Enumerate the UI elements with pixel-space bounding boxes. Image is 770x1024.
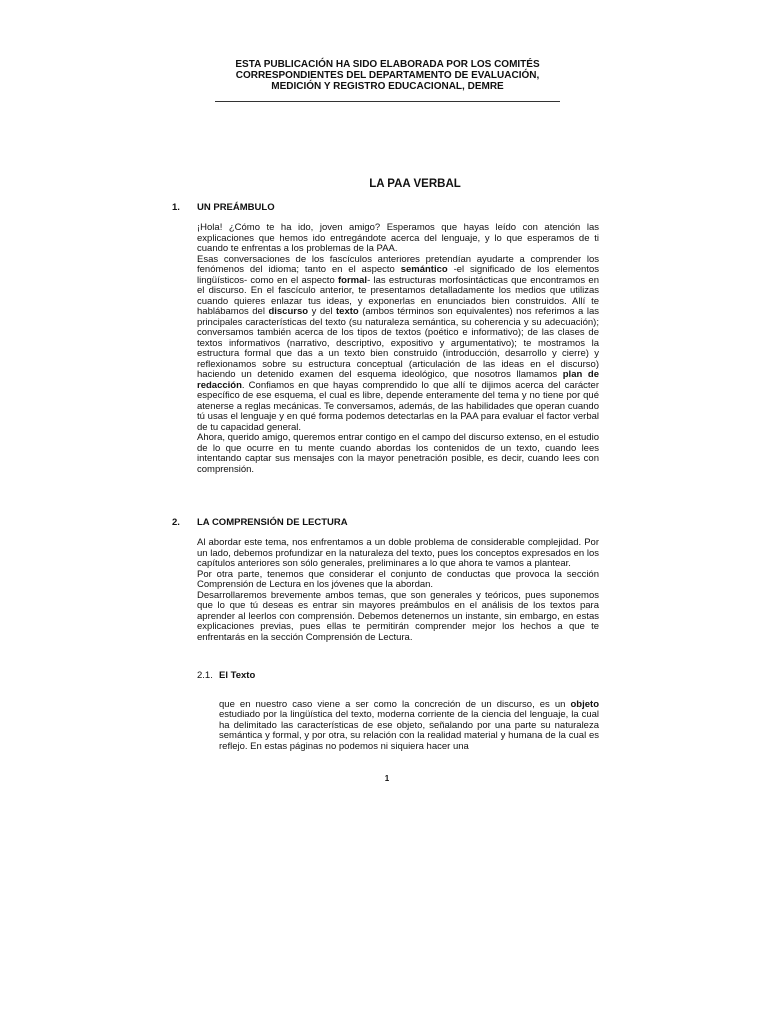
header-divider [215, 101, 560, 102]
subsection-number: 2.1. [197, 670, 213, 681]
page-number: 1 [384, 774, 390, 783]
paragraph: ¡Hola! ¿Cómo te ha ido, joven amigo? Esperamos que hayas leído con atención las explicaciones que hemos ido entregándote acerca del lenguaje, y lo que esperamos de ti cuando te enfrentas a los problemas de la PAA. [197, 222, 599, 254]
section-body [197, 538, 599, 643]
bold-term: objeto [570, 698, 599, 710]
text-run: (ambos términos son equivalentes) nos referimos a las principales características del texto (su naturaleza semántica, su coherencia y su adecuación); conversamos también acerca de los tipos de textos (poético e informativo); de las clases de textos informativos (narrativo, descriptivo, expositivo y argumentativo); te mostramos la estructura formal que das a un texto bien construido (introducción, desarrollo y cierre) y reflexionamos sobre su estructura conceptual (articulación de las ideas en el discurso) haciendo un detenido examen del esquema ideológico, que nosotros llamamos [197, 306, 599, 380]
section-body [197, 223, 599, 475]
section-number: 1. [172, 202, 180, 213]
text-run: que en nuestro caso viene a ser como la concreción de un discurso, es un [219, 698, 571, 710]
section-number: 2. [172, 517, 180, 528]
header-line: ESTA PUBLICACIÓN HA SIDO ELABORADA POR LOS COMITÉS [235, 59, 540, 70]
text-run: -el significado de los elementos lingüísticos- como en el aspecto [197, 264, 599, 286]
subsection-title: El Texto [219, 670, 256, 681]
paragraph: Desarrollaremos brevemente ambos temas, que son generales y teóricos, pues suponemos que lo que tú deseas es entrar sin mayores preámbulos en el análisis de los textos para aprender al leerlos con comprensión. Debemos detenernos un instante, sin embargo, en estas explicaciones previas, pues ellas te permitirán comprender mejor los hechos a que te enfrentarás en la sección Comprensión de Lectura. [197, 589, 599, 643]
section-title: LA COMPRENSIÓN DE LECTURA [197, 517, 348, 528]
document-title: LA PAA VERBAL [369, 178, 461, 190]
bold-term: formal [338, 274, 368, 286]
text-run: . Confiamos en que hayas comprendido lo que allí te dijimos acerca del carácter específico de ese esquema, el cual es libre, depende enteramente del tema y no tiene por qué atenerse a reglas mecánicas. Te conversamos, además, de las habilidades que operan cuando tú usas el lenguaje y en qué forma podemos detectarlas en la PAA para evaluar el factor verbal de tu capacidad general. [197, 379, 599, 433]
bold-term: plan de redacción [197, 369, 599, 391]
bold-term: texto [336, 306, 359, 317]
text-run: Esas conversaciones de los fascículos anteriores pretendían ayudarte a comprender los fenómenos del idioma; tanto en el aspecto [197, 253, 599, 275]
text-run: y del [308, 306, 336, 317]
paragraph [219, 700, 599, 753]
paragraph [197, 255, 599, 434]
publication-header [215, 59, 560, 92]
paragraph: Ahora, querido amigo, queremos entrar contigo en el campo del discurso extenso, en el estudio de lo que ocurre en tu mente cuando abordas los contenidos de un texto, cuando lees intentando captar sus mensajes con la mayor penetración posible, es decir, cuando lees con comprensión. [197, 432, 599, 475]
bold-term: discurso [268, 306, 309, 317]
text-run: estudiado por la lingüística del texto, moderna corriente de la ciencia del lenguaje, la cual ha delimitado las características de ese objeto, señalando por una parte su naturaleza semántica y formal, y por otra, su relación con la realidad material y humana de la cual es reflejo. En estas páginas no podemos ni siquiera hacer una [219, 709, 599, 752]
paragraph: Por otra parte, tenemos que considerar el conjunto de conductas que provoca la sección Comprensión de Lectura en los jóvenes que la abordan. [197, 568, 599, 590]
header-line: MEDICIÓN Y REGISTRO EDUCACIONAL, DEMRE [271, 81, 504, 92]
bold-term: semántico [400, 264, 448, 275]
header-line: CORRESPONDIENTES DEL DEPARTAMENTO DE EVALUACIÓN, [235, 70, 540, 81]
text-run: - las estructuras morfosintácticas que encontramos en el discurso. En el fascículo anterior, te presentamos detalladamente los medios que utilizas cuando quieres enlazar tus ideas, y exponerlas en enunciados bien construidos. Allí te hablábamos del [197, 274, 599, 317]
section-title: UN PREÁMBULO [197, 202, 275, 213]
subsection-body [219, 690, 599, 762]
paragraph: Al abordar este tema, nos enfrentamos a un doble problema de considerable complejidad. Por un lado, debemos profundizar en la naturaleza del texto, pues los conceptos expresados en los capítulos anteriores son sólo generales, preliminares a lo que ahora te vamos a plantear. [197, 537, 599, 569]
